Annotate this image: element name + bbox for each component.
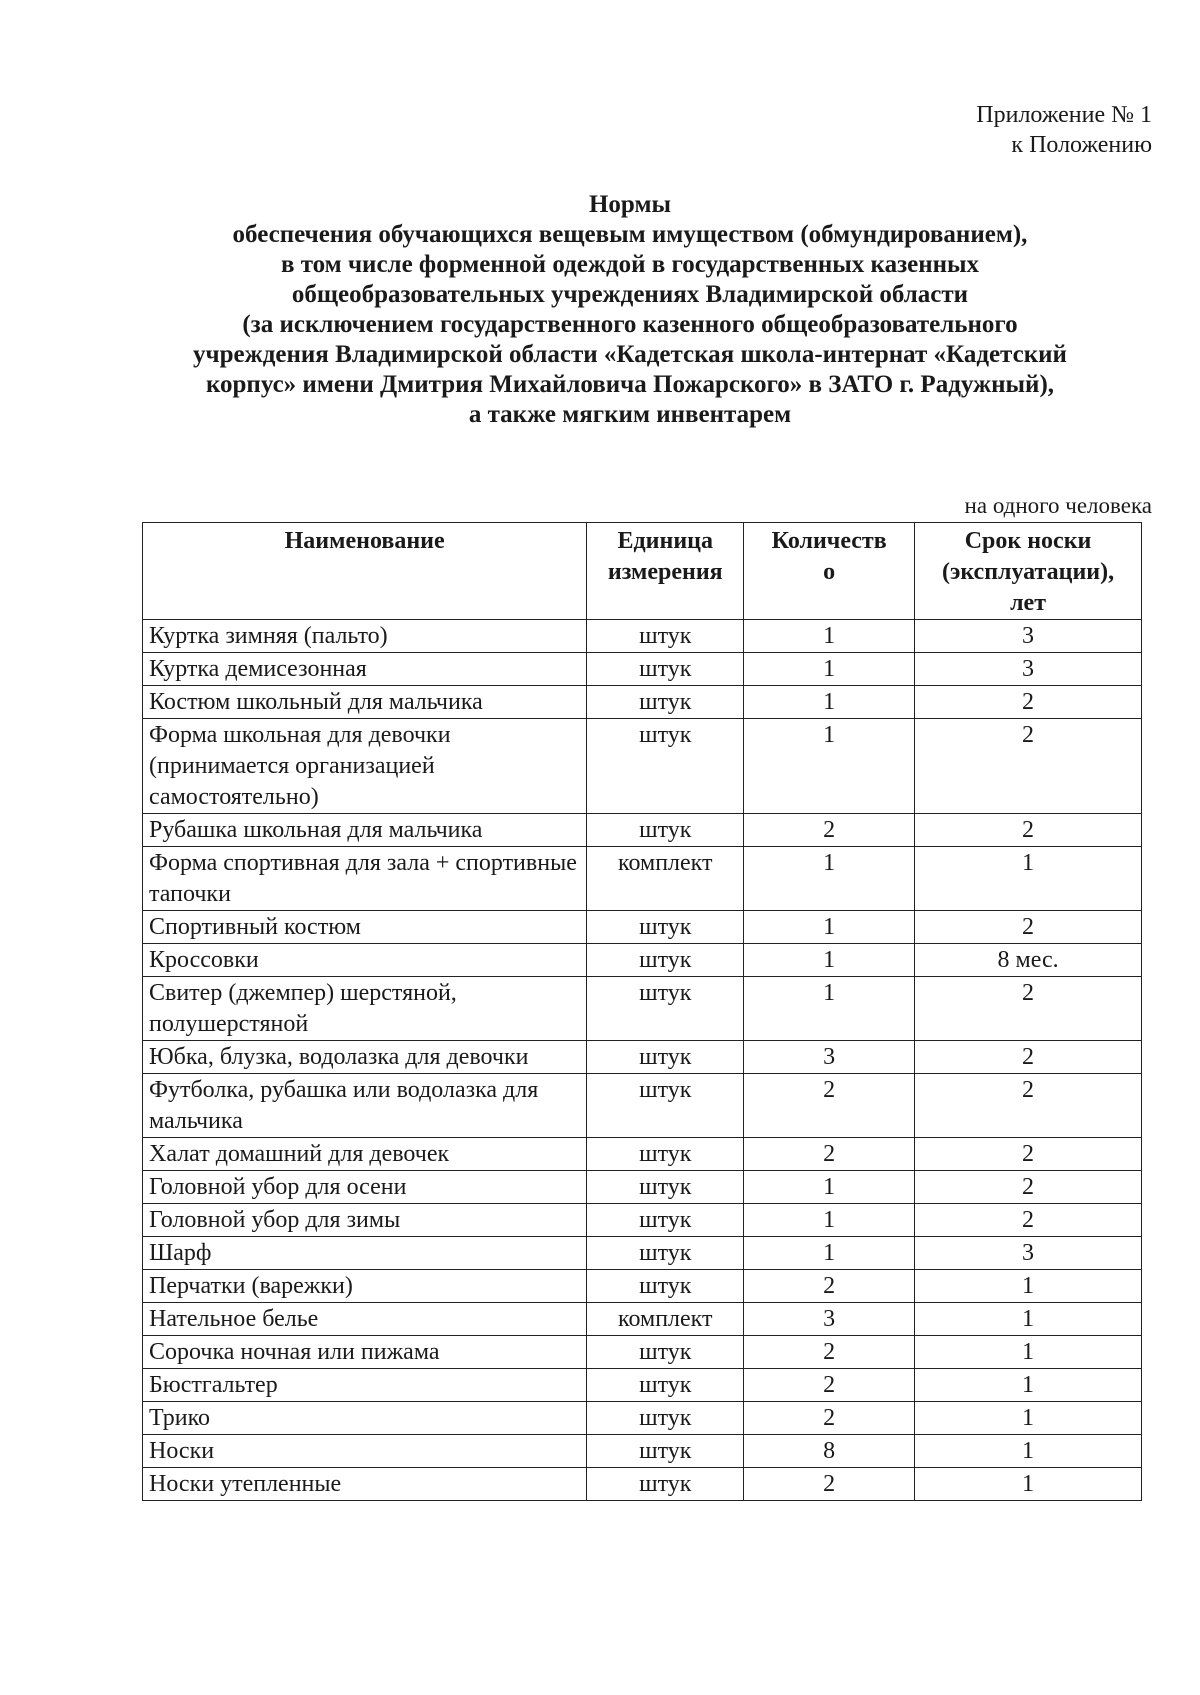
item-quantity: 3 [744, 1041, 915, 1074]
header-quantity: Количеств о [744, 523, 915, 620]
item-wear-term: 2 [915, 719, 1142, 814]
table-row [143, 1468, 1142, 1501]
item-unit: штук [587, 686, 744, 719]
item-unit: штук [587, 944, 744, 977]
item-name: Футболка, рубашка или водолазка для мальчика [143, 1074, 587, 1138]
item-name: Сорочка ночная или пижама [143, 1336, 587, 1369]
item-unit: штук [587, 1237, 744, 1270]
title-line: учреждения Владимирской области «Кадетская школа-интернат «Кадетский [193, 341, 1067, 368]
item-quantity: 2 [744, 1336, 915, 1369]
table-row [143, 686, 1142, 719]
table-row [143, 1270, 1142, 1303]
item-quantity: 3 [744, 1303, 915, 1336]
table-row [143, 1336, 1142, 1369]
item-unit: штук [587, 1270, 744, 1303]
item-wear-term: 1 [915, 1435, 1142, 1468]
table-row [143, 1138, 1142, 1171]
table-row [143, 1369, 1142, 1402]
item-name: Перчатки (варежки) [143, 1270, 587, 1303]
item-quantity: 1 [744, 944, 915, 977]
item-wear-term: 3 [915, 1237, 1142, 1270]
item-wear-term: 2 [915, 1171, 1142, 1204]
item-unit: штук [587, 1369, 744, 1402]
item-name: Бюстгальтер [143, 1369, 587, 1402]
item-name: Головной убор для осени [143, 1171, 587, 1204]
title-line: а также мягким инвентарем [468, 401, 792, 428]
item-unit: штук [587, 977, 744, 1041]
item-quantity: 1 [744, 1171, 915, 1204]
item-quantity: 2 [744, 1074, 915, 1138]
item-unit: штук [587, 1468, 744, 1501]
item-wear-term: 1 [915, 1336, 1142, 1369]
item-wear-term: 2 [915, 686, 1142, 719]
item-wear-term: 2 [915, 1138, 1142, 1171]
item-unit: штук [587, 1171, 744, 1204]
item-quantity: 1 [744, 686, 915, 719]
table-row [143, 1237, 1142, 1270]
item-unit: штук [587, 911, 744, 944]
per-person-note: на одного человека [964, 493, 1152, 518]
norms-table [142, 522, 1142, 1501]
item-name: Халат домашний для девочек [143, 1138, 587, 1171]
item-unit: штук [587, 1402, 744, 1435]
item-unit: штук [587, 1041, 744, 1074]
appendix-regulation: к Положению [1011, 132, 1152, 158]
table-row [143, 620, 1142, 653]
item-name: Шарф [143, 1237, 587, 1270]
item-unit: комплект [587, 1303, 744, 1336]
table-row [143, 1074, 1142, 1138]
item-name: Форма школьная для девочки (принимается организацией самостоятельно) [143, 719, 587, 814]
item-quantity: 1 [744, 977, 915, 1041]
title-line: в том числе форменной одеждой в государственных казенных [280, 251, 980, 278]
header-name: Наименование [143, 523, 587, 620]
item-wear-term: 2 [915, 911, 1142, 944]
item-name: Головной убор для зимы [143, 1204, 587, 1237]
item-wear-term: 8 мес. [915, 944, 1142, 977]
item-name: Юбка, блузка, водолазка для девочки [143, 1041, 587, 1074]
item-wear-term: 2 [915, 1041, 1142, 1074]
title-line: (за исключением государственного казенного общеобразовательного [242, 311, 1018, 338]
item-name: Свитер (джемпер) шерстяной, полушерстяной [143, 977, 587, 1041]
item-quantity: 1 [744, 1204, 915, 1237]
title-line: общеобразовательных учреждениях Владимирской области [291, 281, 969, 308]
item-quantity: 8 [744, 1435, 915, 1468]
item-quantity: 1 [744, 620, 915, 653]
appendix-reference [976, 100, 1152, 160]
item-quantity: 2 [744, 1402, 915, 1435]
item-name: Носки утепленные [143, 1468, 587, 1501]
item-unit: штук [587, 1435, 744, 1468]
table-row [143, 719, 1142, 814]
item-name: Носки [143, 1435, 587, 1468]
table-row [143, 1204, 1142, 1237]
document-title [130, 190, 1130, 430]
item-quantity: 2 [744, 1369, 915, 1402]
item-quantity: 2 [744, 814, 915, 847]
table-row [143, 814, 1142, 847]
item-quantity: 2 [744, 1468, 915, 1501]
item-quantity: 1 [744, 1237, 915, 1270]
table-row [143, 911, 1142, 944]
table-header-row [143, 523, 1142, 620]
item-wear-term: 1 [915, 1468, 1142, 1501]
title-line: обеспечения обучающихся вещевым имуществом (обмундированием), [232, 221, 1028, 248]
item-quantity: 1 [744, 719, 915, 814]
table-row [143, 847, 1142, 911]
appendix-number: Приложение № 1 [976, 102, 1152, 128]
item-wear-term: 2 [915, 977, 1142, 1041]
item-name: Форма спортивная для зала + спортивные тапочки [143, 847, 587, 911]
item-name: Трико [143, 1402, 587, 1435]
table-row [143, 1402, 1142, 1435]
table-row [143, 1041, 1142, 1074]
header-unit: Единица измерения [587, 523, 744, 620]
item-wear-term: 1 [915, 1270, 1142, 1303]
item-name: Кроссовки [143, 944, 587, 977]
title-line: корпус» имени Дмитрия Михайловича Пожарского» в ЗАТО г. Радужный), [205, 371, 1055, 398]
item-unit: штук [587, 719, 744, 814]
item-name: Спортивный костюм [143, 911, 587, 944]
item-wear-term: 2 [915, 1204, 1142, 1237]
item-unit: штук [587, 1336, 744, 1369]
table-row [143, 653, 1142, 686]
item-quantity: 1 [744, 847, 915, 911]
item-quantity: 2 [744, 1138, 915, 1171]
item-unit: штук [587, 1074, 744, 1138]
item-quantity: 1 [744, 653, 915, 686]
table-row [143, 977, 1142, 1041]
item-wear-term: 1 [915, 1402, 1142, 1435]
item-wear-term: 1 [915, 1303, 1142, 1336]
title-line: Нормы [588, 191, 672, 218]
item-name: Нательное белье [143, 1303, 587, 1336]
item-quantity: 2 [744, 1270, 915, 1303]
item-wear-term: 2 [915, 814, 1142, 847]
item-unit: штук [587, 1204, 744, 1237]
item-quantity: 1 [744, 911, 915, 944]
item-name: Рубашка школьная для мальчика [143, 814, 587, 847]
item-wear-term: 1 [915, 1369, 1142, 1402]
table-row [143, 944, 1142, 977]
item-unit: комплект [587, 847, 744, 911]
item-name: Куртка зимняя (пальто) [143, 620, 587, 653]
table-row [143, 1435, 1142, 1468]
table-row [143, 1171, 1142, 1204]
header-wear-term: Срок носки (эксплуатации), лет [915, 523, 1142, 620]
item-wear-term: 1 [915, 847, 1142, 911]
item-unit: штук [587, 814, 744, 847]
item-unit: штук [587, 620, 744, 653]
item-wear-term: 3 [915, 653, 1142, 686]
table-row [143, 1303, 1142, 1336]
item-unit: штук [587, 653, 744, 686]
item-unit: штук [587, 1138, 744, 1171]
item-name: Куртка демисезонная [143, 653, 587, 686]
item-wear-term: 2 [915, 1074, 1142, 1138]
item-name: Костюм школьный для мальчика [143, 686, 587, 719]
item-wear-term: 3 [915, 620, 1142, 653]
